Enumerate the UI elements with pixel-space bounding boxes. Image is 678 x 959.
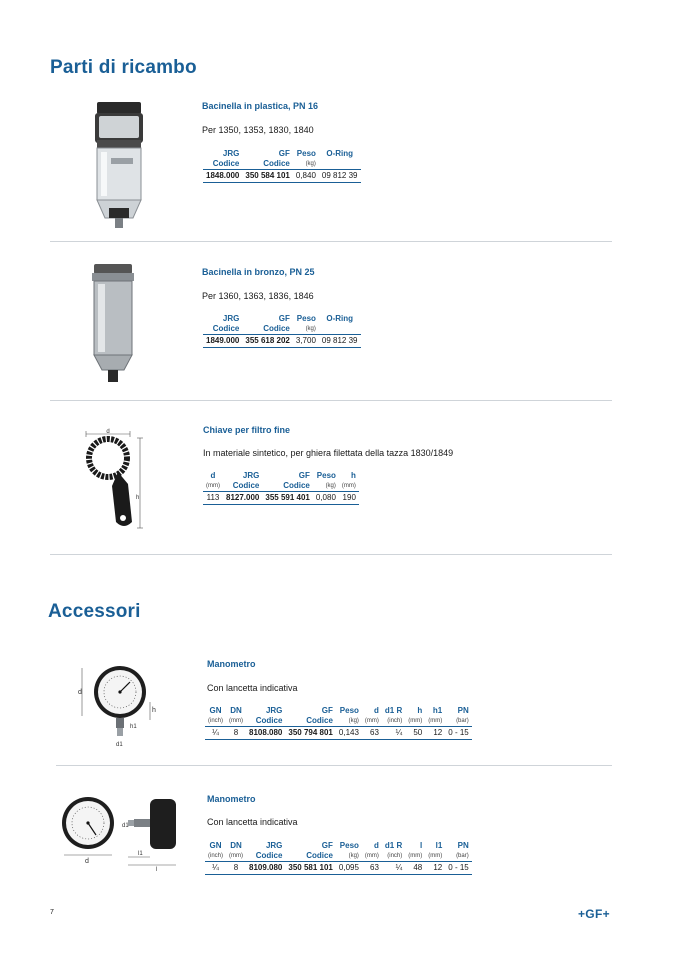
table-cell: 63 [362, 727, 382, 740]
dim-label-h1: h1 [130, 724, 137, 730]
table-cell: 8 [226, 727, 246, 740]
product-title: Manometro [207, 794, 256, 804]
col-header: JRG [242, 471, 260, 480]
table-cell: 48 [405, 862, 425, 875]
dim-label-l1: l1 [138, 851, 143, 857]
col-header: Peso [316, 471, 336, 480]
table-cell: 0,840 [293, 170, 319, 183]
divider [50, 554, 612, 555]
table-cell: 12 [425, 727, 445, 740]
spec-table [205, 840, 472, 875]
col-unit [319, 159, 361, 170]
col-header: Codice [262, 481, 313, 492]
product-title: Manometro [207, 659, 256, 669]
table-cell: 8109.080 [246, 862, 285, 875]
divider [50, 400, 612, 401]
divider [56, 765, 612, 766]
table-cell: 0,143 [336, 727, 362, 740]
col-header: d1 R [384, 706, 403, 715]
product-description: In materiale sintetico, per ghiera filettata della tazza 1830/1849 [203, 448, 454, 458]
col-header: GF [298, 471, 310, 480]
col-unit: (mm) [362, 851, 382, 862]
product-title: Bacinella in bronzo, PN 25 [202, 267, 315, 277]
col-header: PN [457, 706, 469, 715]
dim-label-h: h [136, 495, 140, 501]
col-header: h [417, 706, 423, 715]
col-header: GF [321, 706, 333, 715]
col-header: GN [209, 841, 222, 850]
col-header: Codice [246, 716, 285, 727]
col-header: DN [230, 841, 242, 850]
table-cell: ¼ [205, 862, 226, 875]
col-unit: (bar) [445, 851, 471, 862]
table-row [203, 335, 361, 348]
spec-table [203, 148, 361, 183]
table-cell: 355 591 401 [262, 492, 313, 505]
table-cell: 12 [425, 862, 445, 875]
col-unit: (mm) [425, 716, 445, 727]
col-header: l1 [435, 841, 443, 850]
table-cell: 50 [405, 727, 425, 740]
col-header: O-Ring [326, 149, 354, 158]
table-cell: 190 [339, 492, 359, 505]
col-header: Codice [246, 851, 285, 862]
table-row [205, 727, 472, 740]
table-cell: ¼ [382, 862, 405, 875]
table-cell: ¼ [205, 727, 226, 740]
col-header: Codice [203, 324, 242, 335]
col-unit: (kg) [293, 159, 319, 170]
table-cell: 8108.080 [246, 727, 285, 740]
col-header: Peso [296, 314, 316, 323]
product-description: Per 1350, 1353, 1830, 1840 [202, 125, 314, 135]
col-header: Peso [339, 706, 359, 715]
col-header: Peso [296, 149, 316, 158]
col-header: JRG [265, 841, 283, 850]
table-cell: 09 812 39 [319, 335, 361, 348]
col-unit: (kg) [336, 851, 362, 862]
table-row [203, 492, 359, 505]
col-unit: (kg) [293, 324, 319, 335]
bronze-bowl-image [88, 262, 138, 388]
col-header: d [374, 706, 379, 715]
section-title-spare-parts: Parti di ricambo [50, 57, 197, 78]
gf-logo: +GF+ [578, 907, 610, 921]
col-header: Codice [285, 851, 336, 862]
manometer-axial-image [58, 795, 188, 873]
table-cell: 350 794 801 [285, 727, 336, 740]
col-header: GF [278, 149, 290, 158]
product-title: Chiave per filtro fine [203, 425, 291, 435]
col-header: h [351, 471, 356, 480]
table-cell: 355 618 202 [242, 335, 293, 348]
col-header: h1 [432, 706, 443, 715]
col-unit: (bar) [445, 716, 471, 727]
dim-label-d1: d1 [116, 742, 123, 748]
col-header: d [374, 841, 379, 850]
col-unit: (inch) [205, 716, 226, 727]
table-cell: 63 [362, 862, 382, 875]
col-unit: (mm) [226, 716, 246, 727]
dim-label-d: d [106, 429, 110, 435]
dim-label-d: d [85, 858, 89, 865]
table-cell: 0 - 15 [445, 727, 471, 740]
page-number: 7 [50, 909, 54, 916]
table-row [205, 862, 472, 875]
col-header: d1 R [384, 841, 403, 850]
divider [50, 241, 612, 242]
col-unit: (mm) [339, 481, 359, 492]
table-cell: 3,700 [293, 335, 319, 348]
table-cell: 113 [203, 492, 223, 505]
product-description: Per 1360, 1363, 1836, 1846 [202, 291, 314, 301]
col-unit: (mm) [203, 481, 223, 492]
col-header: GN [209, 706, 222, 715]
col-header: Codice [223, 481, 262, 492]
spec-table [205, 705, 472, 740]
table-row [203, 170, 361, 183]
col-header: Peso [339, 841, 359, 850]
col-header: d [210, 471, 216, 480]
col-header: O-Ring [326, 314, 354, 323]
product-description: Con lancetta indicativa [207, 683, 298, 693]
table-cell: 0,080 [313, 492, 339, 505]
spec-table [203, 313, 361, 348]
col-unit: (mm) [226, 851, 246, 862]
col-header: Codice [242, 159, 293, 170]
plastic-bowl-image [85, 100, 155, 232]
product-title: Bacinella in plastica, PN 16 [202, 101, 319, 111]
col-header: Codice [203, 159, 242, 170]
table-cell: 8 [226, 862, 246, 875]
col-unit: (mm) [405, 851, 425, 862]
table-cell: 09 812 39 [319, 170, 361, 183]
col-unit [319, 324, 361, 335]
table-cell: 350 584 101 [242, 170, 293, 183]
table-cell: 1848.000 [203, 170, 242, 183]
table-cell: 1849.000 [203, 335, 242, 348]
table-cell: 0 - 15 [445, 862, 471, 875]
col-header: l [420, 841, 423, 850]
col-header: GF [321, 841, 333, 850]
table-cell: 350 581 101 [285, 862, 336, 875]
col-unit: (mm) [362, 716, 382, 727]
col-unit: (inch) [205, 851, 226, 862]
col-header: JRG [265, 706, 283, 715]
col-unit: (mm) [405, 716, 425, 727]
col-header: Codice [285, 716, 336, 727]
product-description: Con lancetta indicativa [207, 817, 298, 827]
dim-label-d1: d1 [122, 823, 129, 829]
table-cell: 0,095 [336, 862, 362, 875]
dim-label-l: l [156, 867, 158, 873]
manometer-radial-image [72, 662, 172, 752]
col-header: JRG [222, 149, 240, 158]
spec-table [203, 470, 359, 505]
table-cell: 8127.000 [223, 492, 262, 505]
table-cell: ¼ [382, 727, 405, 740]
col-unit: (inch) [382, 716, 405, 727]
col-unit: (kg) [336, 716, 362, 727]
col-header: GF [278, 314, 290, 323]
col-header: PN [457, 841, 469, 850]
col-unit: (mm) [425, 851, 445, 862]
dim-label-h: h [152, 707, 156, 714]
col-unit: (kg) [313, 481, 339, 492]
section-title-accessories: Accessori [48, 601, 141, 622]
dim-label-d: d [78, 689, 82, 696]
col-header: Codice [242, 324, 293, 335]
col-header: JRG [222, 314, 240, 323]
wrench-image [78, 428, 158, 538]
col-header: DN [230, 706, 242, 715]
col-unit: (inch) [382, 851, 405, 862]
